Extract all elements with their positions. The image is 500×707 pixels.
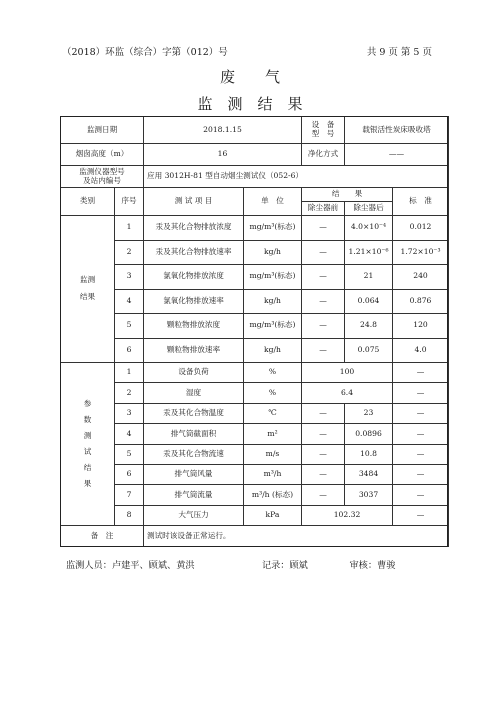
recorder: 顾斌 xyxy=(289,560,308,571)
row-after: 23 xyxy=(345,403,393,423)
row-item: 设备负荷 xyxy=(144,363,244,383)
remarks-label: 备 注 xyxy=(61,526,144,547)
row-item: 大气压力 xyxy=(144,505,244,525)
row-seq: 2 xyxy=(115,383,144,403)
row-unit: mg/m³(标态) xyxy=(244,314,302,339)
row-item: 颗粒物排放浓度 xyxy=(144,314,244,339)
table-row xyxy=(61,403,449,423)
row-standard: — xyxy=(393,363,449,383)
row-standard: 4.0 xyxy=(393,338,449,363)
device-model-value: 载银活性炭床吸收塔 xyxy=(345,117,449,144)
table-row xyxy=(61,444,449,464)
row-before: — xyxy=(302,314,345,339)
row-unit: m² xyxy=(244,424,302,444)
row-standard: — xyxy=(393,505,449,525)
row-item: 氯氧化物排放浓度 xyxy=(144,265,244,290)
table-row xyxy=(61,505,449,525)
row-standard: 1.72×10⁻³ xyxy=(393,240,449,265)
row-standard: — xyxy=(393,464,449,484)
footer xyxy=(66,557,446,571)
row-before: — xyxy=(302,216,345,241)
row-unit: mg/m³(标态) xyxy=(244,216,302,241)
date-value: 2018.1.15 xyxy=(144,117,302,144)
col-seq: 序号 xyxy=(115,188,144,216)
row-before: — xyxy=(302,403,345,423)
row-standard: — xyxy=(393,383,449,403)
col-after: 除尘器后 xyxy=(345,202,393,216)
row-unit: m/s xyxy=(244,444,302,464)
row-standard: 240 xyxy=(393,265,449,290)
col-category: 类别 xyxy=(61,188,115,216)
remarks-row xyxy=(61,526,449,547)
purify-label: 净化方式 xyxy=(302,144,345,166)
row-seq: 7 xyxy=(115,485,144,505)
row-seq: 6 xyxy=(115,338,144,363)
page-info: 共 9 页 第 5 页 xyxy=(366,47,432,58)
row-seq: 1 xyxy=(115,216,144,241)
row-unit: m³/h (标态) xyxy=(244,485,302,505)
row-item: 排气筒风量 xyxy=(144,464,244,484)
row-item: 汞及其化合物排放速率 xyxy=(144,240,244,265)
row-standard: — xyxy=(393,444,449,464)
row-before: — xyxy=(302,444,345,464)
row-seq: 1 xyxy=(115,363,144,383)
col-unit: 单 位 xyxy=(244,188,302,216)
row-after: 24.8 xyxy=(345,314,393,339)
row-seq: 3 xyxy=(115,403,144,423)
recorder-label: 记录： xyxy=(261,560,290,571)
row-merged-value: 6.4 xyxy=(302,383,393,403)
row-before: — xyxy=(302,485,345,505)
reviewer-label: 审核： xyxy=(349,560,378,571)
row-before: — xyxy=(302,424,345,444)
row-seq: 2 xyxy=(115,240,144,265)
page-title: 废 气 xyxy=(219,68,280,86)
table-row xyxy=(61,314,449,339)
reviewer: 曹骏 xyxy=(377,560,396,571)
row-unit: mg/m³(标态) xyxy=(244,265,302,290)
date-label: 监测日期 xyxy=(61,117,144,144)
row-after: 1.21×10⁻⁶ xyxy=(345,240,393,265)
stack-height-value: 16 xyxy=(144,144,302,166)
remarks-value: 测试时该设备正常运行。 xyxy=(144,526,449,547)
row-after: 4.0×10⁻⁴ xyxy=(345,216,393,241)
col-result: 结 果 xyxy=(302,188,393,202)
instrument-value: 应用 3012H-81 型自动烟尘测试仪（052-6） xyxy=(144,166,449,188)
row-standard: — xyxy=(393,424,449,444)
row-item: 排气筒流量 xyxy=(144,485,244,505)
row-item: 排气筒截面积 xyxy=(144,424,244,444)
row-standard: 120 xyxy=(393,314,449,339)
row-merged-value: 100 xyxy=(302,363,393,383)
row-before: — xyxy=(302,265,345,290)
row-unit: kPa xyxy=(244,505,302,525)
row-unit: % xyxy=(244,383,302,403)
table-row xyxy=(61,240,449,265)
page-subtitle: 监 测 结 果 xyxy=(197,95,303,113)
col-item: 测 试 项 目 xyxy=(144,188,244,216)
table-row xyxy=(61,485,449,505)
device-model-label: 设 备 型 号 xyxy=(302,117,345,144)
row-before: — xyxy=(302,338,345,363)
row-unit: ℃ xyxy=(244,403,302,423)
row-after: 0.0896 xyxy=(345,424,393,444)
row-before: — xyxy=(302,289,345,314)
table-row xyxy=(61,289,449,314)
row-before: — xyxy=(302,464,345,484)
row-after: 0.075 xyxy=(345,338,393,363)
row-seq: 5 xyxy=(115,314,144,339)
document-number: （2018）环监（综合）字第（012）号 xyxy=(62,47,228,58)
monitors-label: 监测人员： xyxy=(66,560,112,571)
row-item: 汞及其化合物流速 xyxy=(144,444,244,464)
row-standard: 0.876 xyxy=(393,289,449,314)
col-standard: 标 准 xyxy=(393,188,449,216)
row-standard: — xyxy=(393,403,449,423)
row-seq: 8 xyxy=(115,505,144,525)
row-unit: m³/h xyxy=(244,464,302,484)
param-category-label: 参 数 测 试 结 果 xyxy=(61,363,115,526)
table-row xyxy=(61,338,449,363)
monitor-category-label: 监测 结果 xyxy=(61,216,115,363)
row-item: 氯氧化物排放速率 xyxy=(144,289,244,314)
col-before: 除尘器前 xyxy=(302,202,345,216)
row-after: 10.8 xyxy=(345,444,393,464)
row-after: 3484 xyxy=(345,464,393,484)
row-item: 汞及其化合物排放浓度 xyxy=(144,216,244,241)
row-unit: kg/h xyxy=(244,338,302,363)
purify-value: —— xyxy=(345,144,449,166)
row-seq: 6 xyxy=(115,464,144,484)
row-seq: 3 xyxy=(115,265,144,290)
row-before: — xyxy=(302,240,345,265)
instrument-label: 监测仪器型号 及站内编号 xyxy=(61,166,144,188)
row-standard: 0.012 xyxy=(393,216,449,241)
row-item: 汞及其化合物温度 xyxy=(144,403,244,423)
row-seq: 5 xyxy=(115,444,144,464)
row-unit: % xyxy=(244,363,302,383)
row-item: 湿度 xyxy=(144,383,244,403)
row-after: 0.064 xyxy=(345,289,393,314)
row-seq: 4 xyxy=(115,424,144,444)
results-table xyxy=(60,116,449,547)
row-after: 3037 xyxy=(345,485,393,505)
table-row xyxy=(61,265,449,290)
table-row xyxy=(61,464,449,484)
row-item: 颗粒物排放速率 xyxy=(144,338,244,363)
row-standard: — xyxy=(393,485,449,505)
row-merged-value: 102.32 xyxy=(302,505,393,525)
table-row xyxy=(61,216,449,241)
monitors: 卢建平、顾斌、黄洪 xyxy=(111,560,195,571)
stack-height-label: 烟囱高度（m） xyxy=(61,144,144,166)
table-row xyxy=(61,424,449,444)
row-unit: kg/h xyxy=(244,289,302,314)
table-row xyxy=(61,363,449,383)
row-unit: kg/h xyxy=(244,240,302,265)
row-seq: 4 xyxy=(115,289,144,314)
table-row xyxy=(61,383,449,403)
row-after: 21 xyxy=(345,265,393,290)
